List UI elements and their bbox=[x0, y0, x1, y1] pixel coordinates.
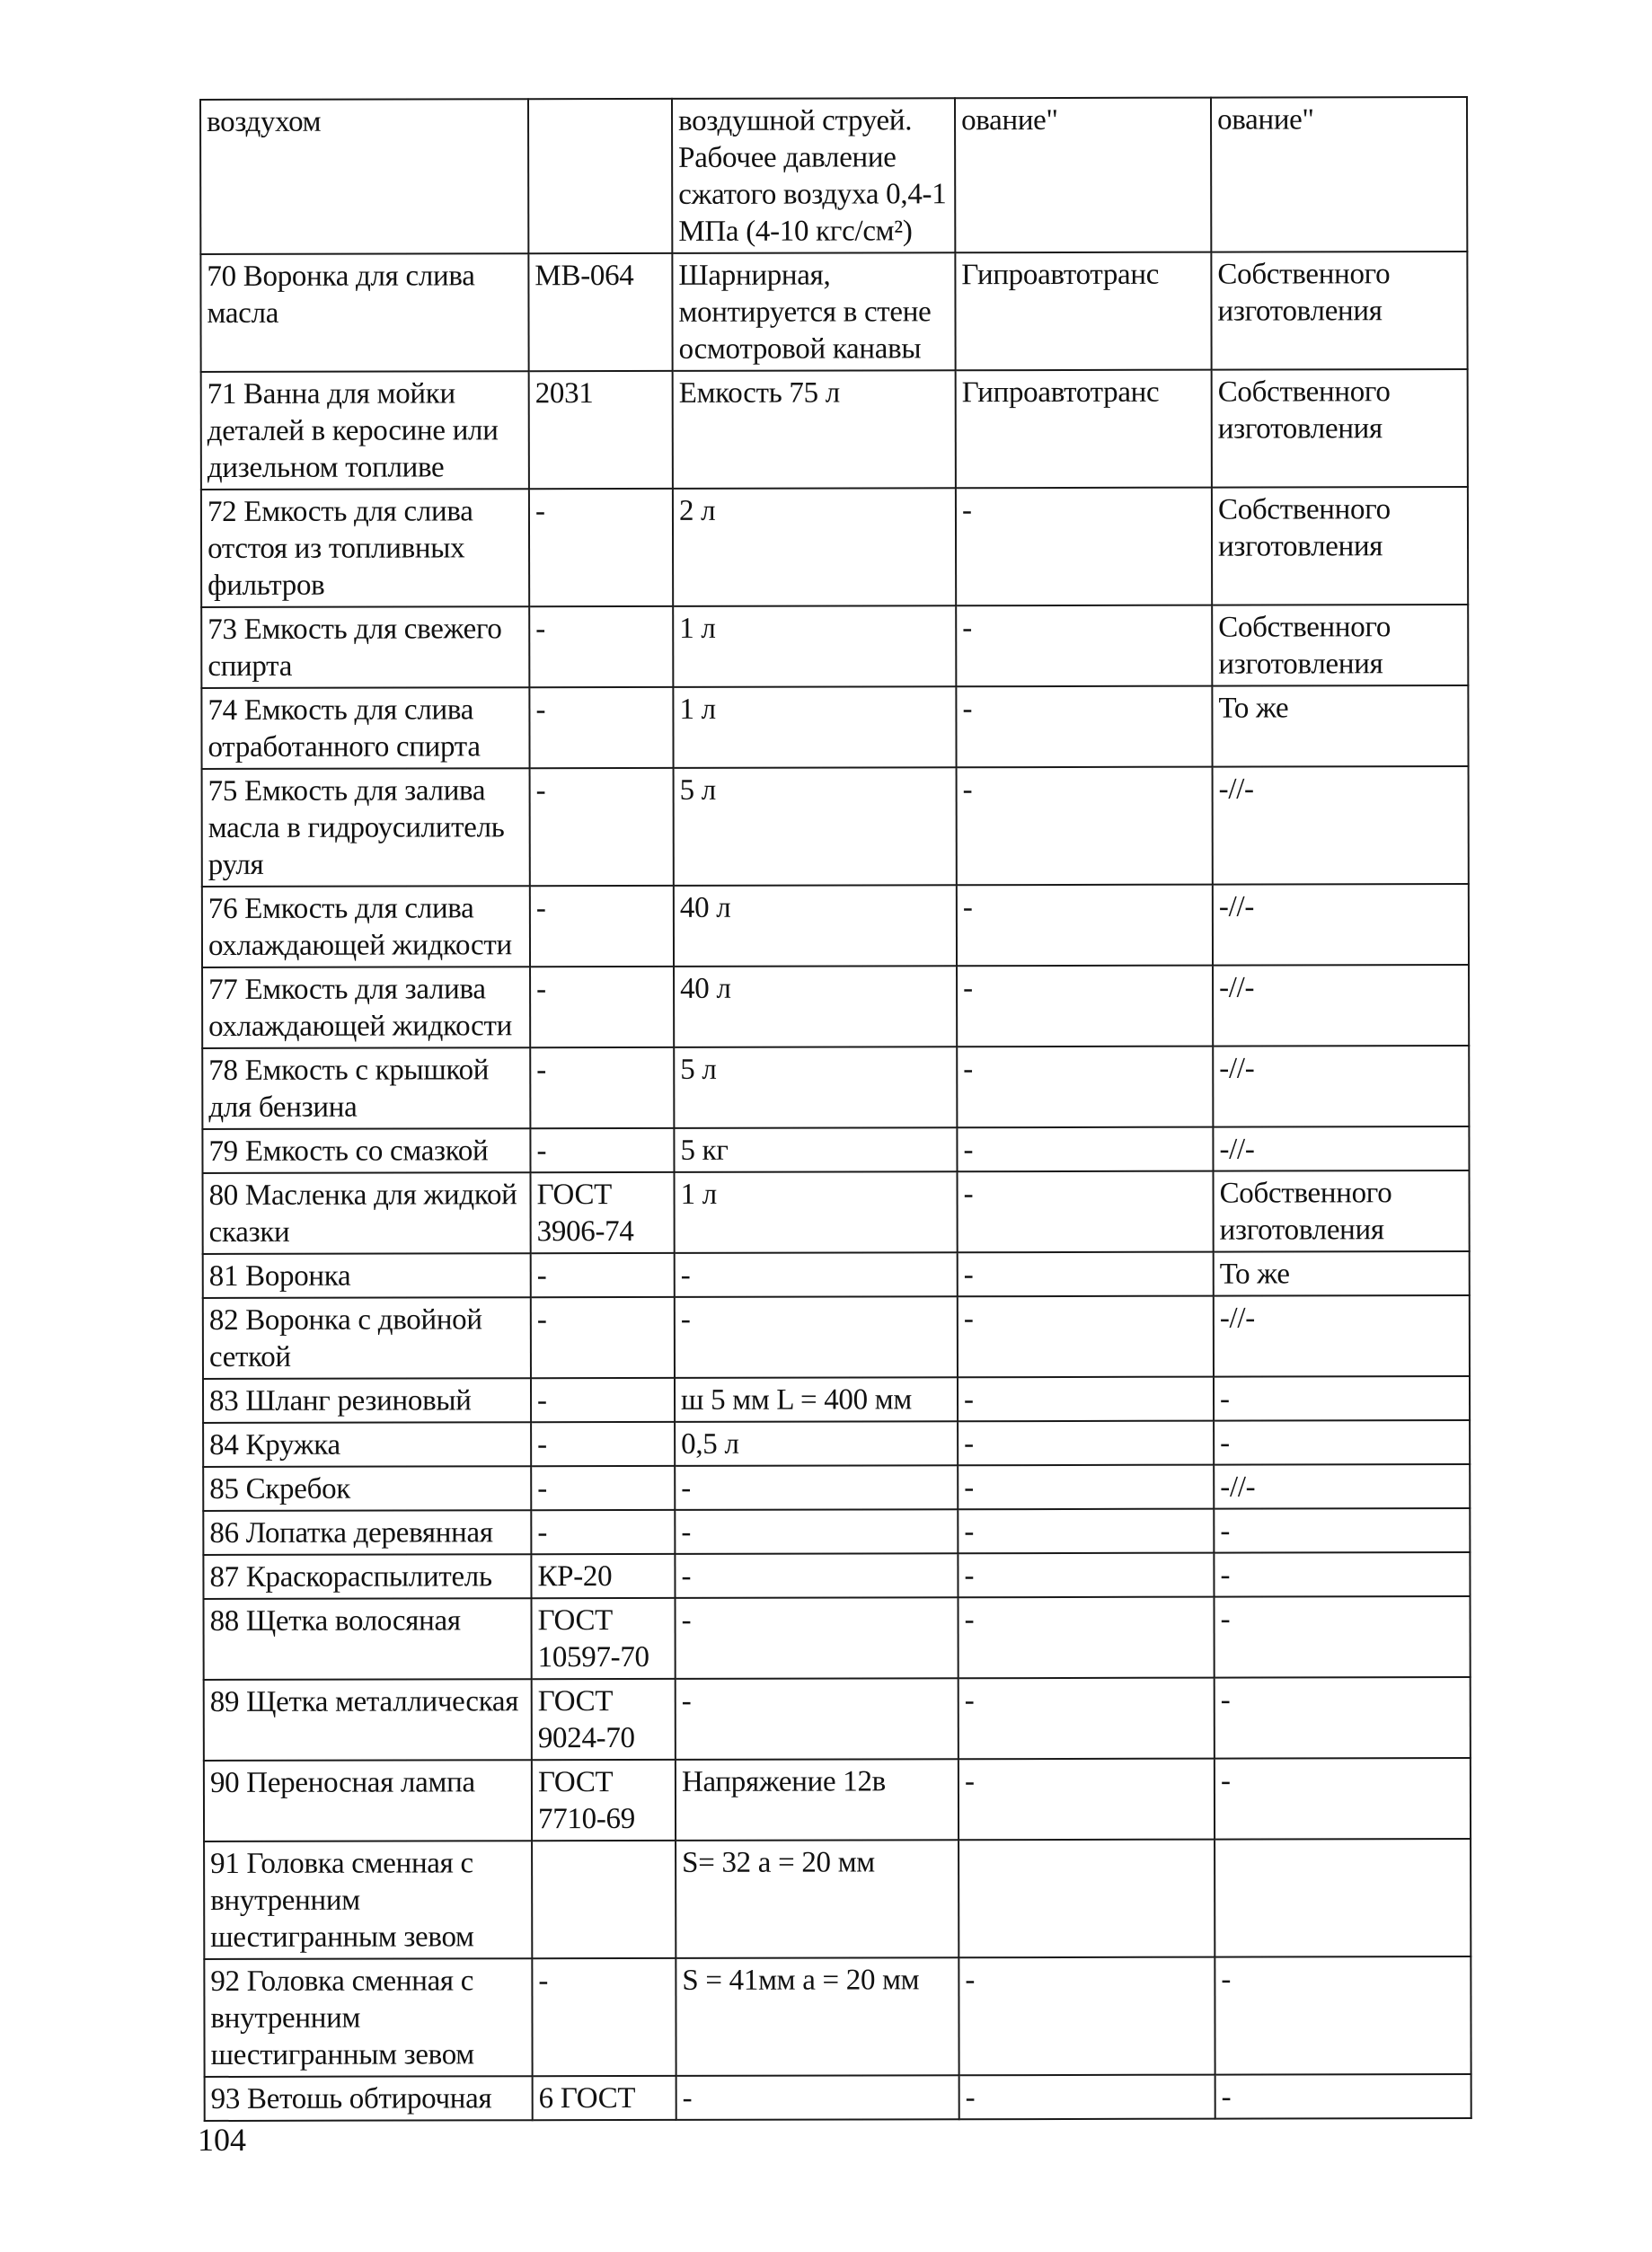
item-name-cell: 71 Ванна для мойки деталей в керосине или дизельном топливе bbox=[201, 371, 529, 490]
table-row bbox=[204, 1956, 1471, 2077]
table-row bbox=[201, 487, 1468, 607]
developer-cell: - bbox=[959, 1957, 1215, 2076]
item-name-cell: 75 Емкость для залива масла в гидроусилитель руля bbox=[202, 768, 530, 887]
developer-cell: - bbox=[956, 488, 1212, 606]
manufacturer-cell: Собственного изготовления bbox=[1212, 369, 1468, 488]
spec-cell: - bbox=[676, 1678, 959, 1760]
spec-cell: 40 л bbox=[674, 885, 957, 967]
spec-cell: Емкость 75 л bbox=[673, 370, 956, 489]
developer-cell: - bbox=[956, 605, 1212, 687]
table-row bbox=[202, 884, 1469, 967]
developer-cell: - bbox=[957, 1047, 1213, 1128]
manufacturer-cell: - bbox=[1214, 1376, 1470, 1421]
manufacturer-cell: -//- bbox=[1214, 1295, 1470, 1377]
developer-cell: - bbox=[958, 1597, 1214, 1679]
manufacturer-cell: -//- bbox=[1213, 965, 1469, 1047]
table-row bbox=[201, 369, 1468, 490]
model-cell: - bbox=[532, 1958, 676, 2076]
equipment-table bbox=[199, 96, 1472, 2122]
model-cell: - bbox=[531, 1253, 675, 1297]
table-row bbox=[204, 1677, 1471, 1761]
item-name-cell: 88 Щетка волосяная bbox=[203, 1598, 531, 1680]
table-row bbox=[201, 685, 1468, 769]
developer-cell: - bbox=[959, 1759, 1215, 1841]
table-row bbox=[203, 1170, 1470, 1254]
model-cell: - bbox=[529, 489, 673, 606]
item-name-cell: 77 Емкость для залива охлаждающей жидкости bbox=[202, 967, 530, 1048]
manufacturer-cell: - bbox=[1214, 1596, 1470, 1678]
developer-cell: - bbox=[957, 885, 1213, 967]
model-cell: - bbox=[530, 1047, 674, 1128]
item-name-cell: 84 Кружка bbox=[203, 1422, 531, 1467]
spec-cell: 5 кг bbox=[674, 1127, 957, 1172]
spec-cell: - bbox=[676, 2075, 959, 2120]
model-cell: - bbox=[530, 1128, 674, 1172]
model-cell: - bbox=[530, 768, 674, 886]
table-row bbox=[204, 1839, 1471, 1959]
manufacturer-cell: Собственного изготовления bbox=[1214, 1170, 1470, 1252]
manufacturer-cell: - bbox=[1215, 1677, 1471, 1759]
spec-cell: воздушной струей. Рабочее давление сжатого воздуха 0,4-1 МПа (4-10 кгс/см²) bbox=[672, 98, 955, 253]
model-cell: - bbox=[531, 1510, 675, 1554]
manufacturer-cell: -//- bbox=[1214, 1464, 1470, 1509]
item-name-cell: 89 Щетка металлическая bbox=[204, 1679, 532, 1761]
manufacturer-cell: -//- bbox=[1213, 1126, 1469, 1171]
item-name-cell: 82 Воронка с двойной сеткой bbox=[203, 1297, 531, 1379]
item-name-cell: 76 Емкость для слива охлаждающей жидкости bbox=[202, 886, 530, 967]
model-cell: - bbox=[530, 886, 674, 967]
table-row bbox=[201, 605, 1468, 688]
manufacturer-cell: То же bbox=[1212, 685, 1468, 767]
spec-cell: - bbox=[675, 1509, 958, 1554]
model-cell bbox=[532, 1841, 676, 1958]
manufacturer-cell: - bbox=[1215, 1758, 1471, 1840]
manufacturer-cell bbox=[1215, 1839, 1471, 1957]
model-cell: - bbox=[531, 1466, 675, 1510]
spec-cell: ш 5 мм L = 400 мм bbox=[675, 1377, 958, 1422]
spec-cell: 2 л bbox=[673, 488, 956, 606]
spec-cell: - bbox=[675, 1553, 958, 1598]
model-cell: КР-20 bbox=[531, 1554, 675, 1598]
spec-cell: 5 л bbox=[674, 1047, 957, 1128]
developer-cell: - bbox=[958, 1465, 1214, 1510]
item-name-cell: 86 Лопатка деревянная bbox=[203, 1510, 531, 1555]
table-row bbox=[203, 1376, 1470, 1423]
model-cell: 6 ГОСТ bbox=[533, 2076, 676, 2120]
item-name-cell: 92 Головка сменная с внутренним шестигранным зевом bbox=[204, 1958, 532, 2077]
manufacturer-cell: ование" bbox=[1211, 97, 1467, 252]
manufacturer-cell: - bbox=[1215, 1956, 1471, 2075]
developer-cell: - bbox=[957, 1127, 1213, 1172]
manufacturer-cell: То же bbox=[1214, 1251, 1470, 1296]
item-name-cell: 73 Емкость для свежего спирта bbox=[201, 606, 529, 688]
developer-cell: - bbox=[959, 2075, 1215, 2120]
spec-cell: S = 41мм a = 20 мм bbox=[676, 1957, 959, 2076]
item-name-cell: воздухом bbox=[200, 99, 528, 254]
spec-cell: - bbox=[675, 1597, 958, 1679]
manufacturer-cell: - bbox=[1215, 2074, 1471, 2119]
table-row bbox=[204, 1758, 1471, 1841]
developer-cell: - bbox=[958, 1421, 1214, 1466]
manufacturer-cell: Собственного изготовления bbox=[1212, 487, 1468, 605]
item-name-cell: 83 Шланг резиновый bbox=[203, 1378, 531, 1423]
manufacturer-cell: - bbox=[1214, 1552, 1470, 1597]
table-row bbox=[200, 252, 1467, 372]
item-name-cell: 74 Емкость для слива отработанного спирта bbox=[201, 687, 529, 769]
item-name-cell: 90 Переносная лампа bbox=[204, 1760, 532, 1841]
table-row bbox=[203, 1552, 1470, 1599]
model-cell: - bbox=[531, 1297, 675, 1378]
manufacturer-cell: Собственного изготовления bbox=[1212, 605, 1468, 686]
spec-cell: Напряжение 12в bbox=[676, 1759, 959, 1841]
table-row bbox=[203, 1251, 1470, 1298]
developer-cell: - bbox=[957, 966, 1213, 1047]
manufacturer-cell: -//- bbox=[1213, 1046, 1469, 1127]
manufacturer-cell: - bbox=[1214, 1420, 1470, 1465]
table-row bbox=[202, 965, 1469, 1048]
model-cell: - bbox=[531, 1378, 675, 1422]
spec-cell: - bbox=[675, 1252, 958, 1297]
model-cell: ГОСТ 9024-70 bbox=[532, 1679, 676, 1760]
table-row bbox=[203, 1596, 1470, 1680]
table-row bbox=[203, 1295, 1470, 1379]
manufacturer-cell: Собственного изготовления bbox=[1211, 252, 1467, 370]
developer-cell: - bbox=[956, 686, 1212, 768]
item-name-cell: 87 Краскораспылитель bbox=[203, 1554, 531, 1599]
model-cell: МВ-064 bbox=[528, 253, 672, 371]
item-name-cell: 93 Ветошь обтирочная bbox=[205, 2076, 533, 2121]
spec-cell: Шарнирная, монтируется в стене осмотровой канавы bbox=[672, 252, 955, 371]
developer-cell: ование" bbox=[955, 98, 1211, 253]
table-row bbox=[202, 1046, 1469, 1129]
manufacturer-cell: - bbox=[1214, 1508, 1470, 1553]
model-cell: ГОСТ 7710-69 bbox=[532, 1760, 676, 1841]
model-cell: 2031 bbox=[529, 371, 673, 489]
table-row bbox=[203, 1508, 1470, 1555]
item-name-cell: 78 Емкость с крышкой для бензина bbox=[202, 1047, 530, 1129]
model-cell: ГОСТ 10597-70 bbox=[531, 1598, 675, 1679]
manufacturer-cell: -//- bbox=[1213, 766, 1469, 885]
manufacturer-cell: -//- bbox=[1213, 884, 1469, 966]
page-number: 104 bbox=[198, 2122, 246, 2158]
table-row bbox=[200, 97, 1467, 254]
spec-cell: 1 л bbox=[673, 605, 956, 687]
developer-cell: - bbox=[958, 1296, 1214, 1378]
spec-cell: - bbox=[675, 1465, 958, 1510]
item-name-cell: 81 Воронка bbox=[203, 1253, 531, 1298]
item-name-cell: 79 Емкость со смазкой bbox=[202, 1128, 530, 1173]
item-name-cell: 70 Воронка для слива масла bbox=[200, 253, 528, 372]
developer-cell: - bbox=[958, 1553, 1214, 1598]
spec-cell: S= 32 a = 20 мм bbox=[676, 1840, 959, 1958]
model-cell bbox=[528, 99, 672, 253]
developer-cell: - bbox=[958, 1377, 1214, 1422]
spec-cell: - bbox=[675, 1296, 958, 1378]
table-row bbox=[203, 1464, 1470, 1511]
item-name-cell: 80 Масленка для жидкой сказки bbox=[203, 1172, 531, 1254]
developer-cell: - bbox=[957, 767, 1213, 886]
model-cell: - bbox=[531, 1422, 675, 1466]
developer-cell: - bbox=[959, 1678, 1215, 1760]
developer-cell: - bbox=[958, 1509, 1214, 1554]
spec-cell: 40 л bbox=[674, 966, 957, 1047]
item-name-cell: 85 Скребок bbox=[203, 1466, 531, 1511]
equipment-table-body bbox=[200, 97, 1471, 2121]
table-row bbox=[203, 1420, 1470, 1467]
spec-cell: 1 л bbox=[675, 1171, 958, 1253]
item-name-cell: 72 Емкость для слива отстоя из топливных фильтров bbox=[201, 489, 529, 607]
item-name-cell: 91 Головка сменная с внутренним шестигранным зевом bbox=[204, 1841, 532, 1959]
table-row bbox=[202, 766, 1469, 887]
developer-cell: - bbox=[958, 1171, 1214, 1253]
table-row bbox=[205, 2074, 1471, 2121]
spec-cell: 0,5 л bbox=[675, 1421, 958, 1466]
model-cell: - bbox=[529, 687, 673, 768]
table-row bbox=[202, 1126, 1469, 1173]
model-cell: - bbox=[530, 967, 674, 1047]
model-cell: - bbox=[529, 606, 673, 687]
developer-cell bbox=[959, 1840, 1215, 1958]
developer-cell: Гипроавтотранс bbox=[955, 252, 1211, 371]
developer-cell: Гипроавтотранс bbox=[956, 370, 1212, 489]
spec-cell: 1 л bbox=[673, 686, 956, 768]
spec-cell: 5 л bbox=[674, 767, 957, 886]
developer-cell: - bbox=[958, 1252, 1214, 1297]
model-cell: ГОСТ 3906-74 bbox=[531, 1172, 675, 1253]
